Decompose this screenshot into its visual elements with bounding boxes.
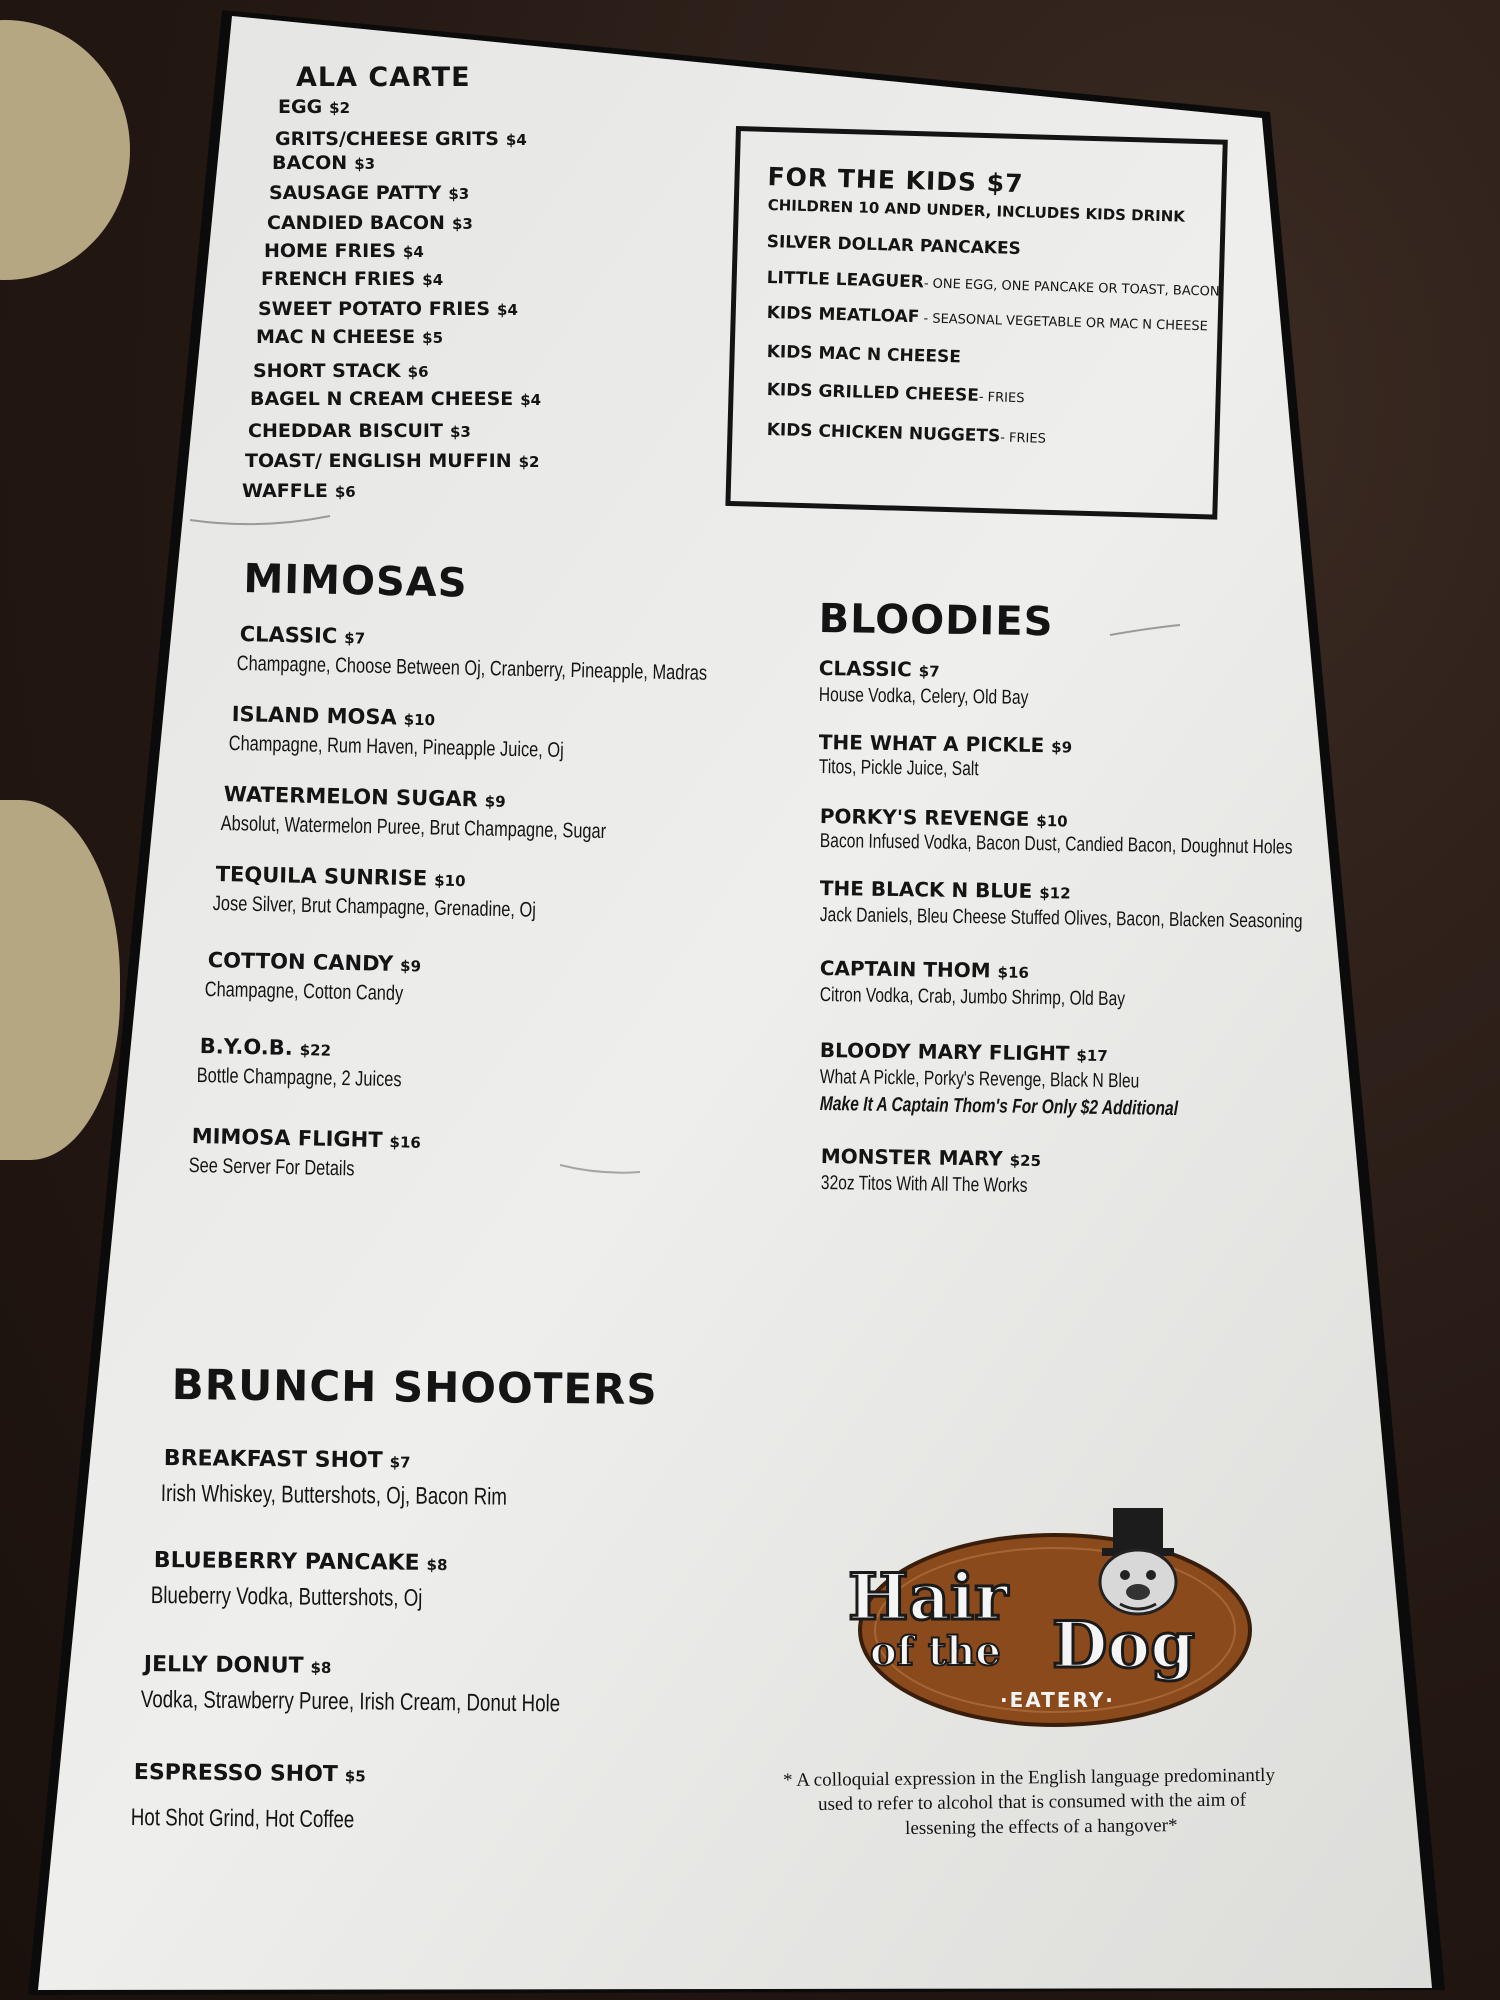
ala-carte-item xyxy=(269,182,469,204)
bloody-item-name xyxy=(820,804,1068,831)
shooter-item-name xyxy=(134,1760,366,1787)
drink-price: $7 xyxy=(918,662,940,681)
drink-name: JELLY DONUT xyxy=(143,1652,304,1679)
mimosa-item-name xyxy=(223,782,505,812)
mimosas-title: MIMOSAS xyxy=(243,556,469,607)
drink-name: COTTON CANDY xyxy=(207,948,394,976)
drink-price: $9 xyxy=(484,792,506,811)
bloody-item-desc: Jack Daniels, Bleu Cheese Stuffed Olives, Bacon, Blacken Seasoning xyxy=(819,904,1303,933)
drink-name: MONSTER MARY xyxy=(820,1144,1003,1171)
shooter-item-desc: Irish Whiskey, Buttershots, Oj, Bacon Rim xyxy=(160,1480,508,1511)
ala-carte-item xyxy=(242,480,356,502)
item-price: $4 xyxy=(505,131,527,149)
ala-carte-item xyxy=(261,268,443,290)
kids-item-name: KIDS MAC N CHEESE xyxy=(766,342,962,368)
drink-name: MIMOSA FLIGHT xyxy=(191,1124,383,1152)
item-price: $3 xyxy=(354,155,376,173)
shooter-item-desc: Blueberry Vodka, Buttershots, Oj xyxy=(150,1582,423,1612)
shooter-item-desc: Hot Shot Grind, Hot Coffee xyxy=(130,1804,355,1834)
mimosa-item-desc: Champagne, Choose Between Oj, Cranberry, Pineapple, Madras xyxy=(236,652,708,685)
bloody-item-desc: What A Pickle, Porky's Revenge, Black N Bleu xyxy=(819,1066,1140,1093)
kids-item-name: KIDS GRILLED CHEESE xyxy=(766,380,980,406)
mimosa-item-desc: See Server For Details xyxy=(188,1154,355,1181)
item-price: $4 xyxy=(402,243,424,261)
shooter-item-name xyxy=(144,1652,332,1679)
ala-carte-item xyxy=(267,212,473,234)
item-price: $2 xyxy=(518,453,540,471)
drink-name: ISLAND MOSA xyxy=(231,702,397,730)
drink-name: BLUEBERRY PANCAKE xyxy=(153,1548,420,1576)
item-price: $4 xyxy=(422,271,444,289)
mimosa-item-desc: Jose Silver, Brut Champagne, Grenadine, Oj xyxy=(212,892,537,922)
bloody-item-desc: House Vodka, Celery, Old Bay xyxy=(818,684,1029,709)
footnote-line: used to refer to alcohol that is consumed with the aim of xyxy=(818,1789,1247,1815)
bloody-item-name xyxy=(820,876,1071,903)
logo-word-of-the: of the xyxy=(870,1628,1001,1675)
shooter-item-name xyxy=(164,1446,411,1474)
item-price: $2 xyxy=(329,99,351,117)
kids-item-name: KIDS MEATLOAF xyxy=(766,303,920,328)
drink-price: $10 xyxy=(434,871,466,891)
item-price: $5 xyxy=(422,329,444,347)
item-name: HOME FRIES xyxy=(264,240,396,262)
bloody-item-desc: Titos, Pickle Juice, Salt xyxy=(818,756,979,781)
kids-item-note: - SEASONAL VEGETABLE OR MAC N CHEESE xyxy=(919,311,1209,335)
logo-eatery-tag: ·EATERY· xyxy=(1000,1688,1115,1712)
mimosa-item-desc: Absolut, Watermelon Puree, Brut Champagne, Sugar xyxy=(220,812,607,844)
ala-carte-item xyxy=(278,96,350,118)
drink-price: $9 xyxy=(1051,738,1073,757)
kids-item-name: LITTLE LEAGUER xyxy=(766,268,925,293)
item-name: MAC N CHEESE xyxy=(256,326,416,348)
drink-name: ESPRESSO SHOT xyxy=(133,1760,338,1788)
drink-price: $25 xyxy=(1009,1151,1042,1171)
ala-carte-item xyxy=(253,360,429,382)
shooter-item-desc: Vodka, Strawberry Puree, Irish Cream, Donut Hole xyxy=(140,1686,561,1718)
item-name: TOAST/ ENGLISH MUFFIN xyxy=(245,450,512,472)
item-name: SHORT STACK xyxy=(253,360,401,382)
drink-name: PORKY'S REVENGE xyxy=(819,804,1030,831)
item-name: BACON xyxy=(272,152,348,174)
bloody-item-desc: 32oz Titos With All The Works xyxy=(820,1172,1028,1197)
mimosa-item-desc: Champagne, Cotton Candy xyxy=(204,978,404,1006)
item-name: EGG xyxy=(278,96,323,118)
drink-price: $17 xyxy=(1076,1046,1108,1066)
drink-name: B.Y.O.B. xyxy=(199,1034,294,1060)
bloody-item-desc: Citron Vodka, Crab, Jumbo Shrimp, Old Bay xyxy=(819,984,1126,1011)
ala-carte-item xyxy=(250,388,541,410)
ala-carte-item xyxy=(272,152,375,174)
bloodies-title: BLOODIES xyxy=(818,596,1054,646)
logo-word-dog: Dog xyxy=(1052,1608,1195,1683)
logo-word-hair: Hair xyxy=(848,1560,1008,1635)
drink-price: $9 xyxy=(399,957,422,976)
drink-name: CLASSIC xyxy=(818,656,912,682)
ala-carte-title: ALA CARTE xyxy=(296,62,471,93)
item-name: SWEET POTATO FRIES xyxy=(258,298,491,320)
shooter-item-name xyxy=(154,1548,448,1576)
bloody-item-name xyxy=(819,730,1073,758)
ala-carte-item xyxy=(264,240,424,262)
drink-price: $12 xyxy=(1039,884,1071,903)
item-name: SAUSAGE PATTY xyxy=(269,182,442,204)
mimosa-item-name xyxy=(199,1034,331,1061)
drink-price: $8 xyxy=(426,1555,448,1575)
mimosa-item-desc: Bottle Champagne, 2 Juices xyxy=(196,1064,402,1092)
kids-item-note: - ONE EGG, ONE PANCAKE OR TOAST, BACON xyxy=(923,276,1220,300)
mimosa-item-desc: Champagne, Rum Haven, Pineapple Juice, Oj xyxy=(228,732,564,763)
item-price: $3 xyxy=(449,423,471,441)
item-price: $6 xyxy=(334,483,356,501)
ala-carte-item xyxy=(256,326,443,348)
drink-name: BREAKFAST SHOT xyxy=(163,1446,383,1474)
drink-name: THE WHAT A PICKLE xyxy=(818,730,1045,758)
drink-price: $10 xyxy=(1036,812,1068,831)
drink-price: $16 xyxy=(389,1133,421,1152)
bulldog-top-hat-icon xyxy=(1100,1508,1176,1614)
item-name: GRITS/CHEESE GRITS xyxy=(275,128,499,150)
drink-name: BLOODY MARY FLIGHT xyxy=(819,1038,1070,1066)
kids-item-name: KIDS CHICKEN NUGGETS xyxy=(766,420,1001,447)
bloody-item-name xyxy=(819,656,940,682)
kids-item-name: SILVER DOLLAR PANCAKES xyxy=(766,232,1022,260)
item-price: $4 xyxy=(520,391,542,409)
mimosa-item-name xyxy=(215,862,465,891)
mimosa-item-name xyxy=(239,622,365,649)
item-name: WAFFLE xyxy=(242,480,328,502)
kids-subtitle: CHILDREN 10 AND UNDER, INCLUDES KIDS DRINK xyxy=(767,196,1186,226)
item-price: $4 xyxy=(497,301,518,319)
drink-price: $5 xyxy=(344,1767,366,1786)
bloody-item-upgrade-note: Make It A Captain Thom's For Only $2 Additional xyxy=(819,1093,1179,1120)
drink-name: THE BLACK N BLUE xyxy=(819,876,1033,903)
bloody-item-desc: Bacon Infused Vodka, Bacon Dust, Candied Bacon, Doughnut Holes xyxy=(819,830,1293,859)
drink-name: CAPTAIN THOM xyxy=(819,956,991,983)
kids-title: FOR THE KIDS $7 xyxy=(767,162,1024,199)
bloody-item-name xyxy=(820,956,1029,983)
bloody-item-name xyxy=(821,1144,1042,1171)
drink-name: CLASSIC xyxy=(239,622,338,649)
drink-price: $7 xyxy=(344,629,366,648)
drink-name: WATERMELON SUGAR xyxy=(223,782,479,812)
kids-item-note: - FRIES xyxy=(999,430,1047,447)
item-name: CHEDDAR BISCUIT xyxy=(248,420,443,442)
hair-of-the-dog-logo xyxy=(840,1500,1260,1750)
ala-carte-item xyxy=(275,128,527,150)
bloody-item-name xyxy=(820,1038,1108,1066)
item-price: $3 xyxy=(448,185,470,203)
item-name: FRENCH FRIES xyxy=(261,268,416,290)
drink-price: $22 xyxy=(299,1041,332,1060)
kids-item-note: - FRIES xyxy=(978,389,1025,407)
brunch-shooters-title: BRUNCH SHOOTERS xyxy=(171,1360,658,1415)
drink-price: $16 xyxy=(997,963,1030,982)
mimosa-item-name xyxy=(191,1124,421,1153)
item-name: BAGEL N CREAM CHEESE xyxy=(250,388,514,410)
ala-carte-item xyxy=(248,420,471,442)
footnote-line: lessening the effects of a hangover* xyxy=(905,1815,1178,1839)
mimosa-item-name xyxy=(207,948,421,976)
item-price: $3 xyxy=(451,215,473,233)
drink-name: TEQUILA SUNRISE xyxy=(215,862,428,891)
ala-carte-item xyxy=(245,450,540,472)
item-name: CANDIED BACON xyxy=(267,212,445,234)
drink-price: $7 xyxy=(389,1453,411,1472)
drink-price: $10 xyxy=(403,710,436,730)
drink-price: $8 xyxy=(310,1658,332,1677)
item-price: $6 xyxy=(407,363,429,381)
ala-carte-item xyxy=(258,298,518,320)
mimosa-item-name xyxy=(231,702,435,730)
footnote-line: * A colloquial expression in the English language predominantly xyxy=(783,1764,1276,1791)
